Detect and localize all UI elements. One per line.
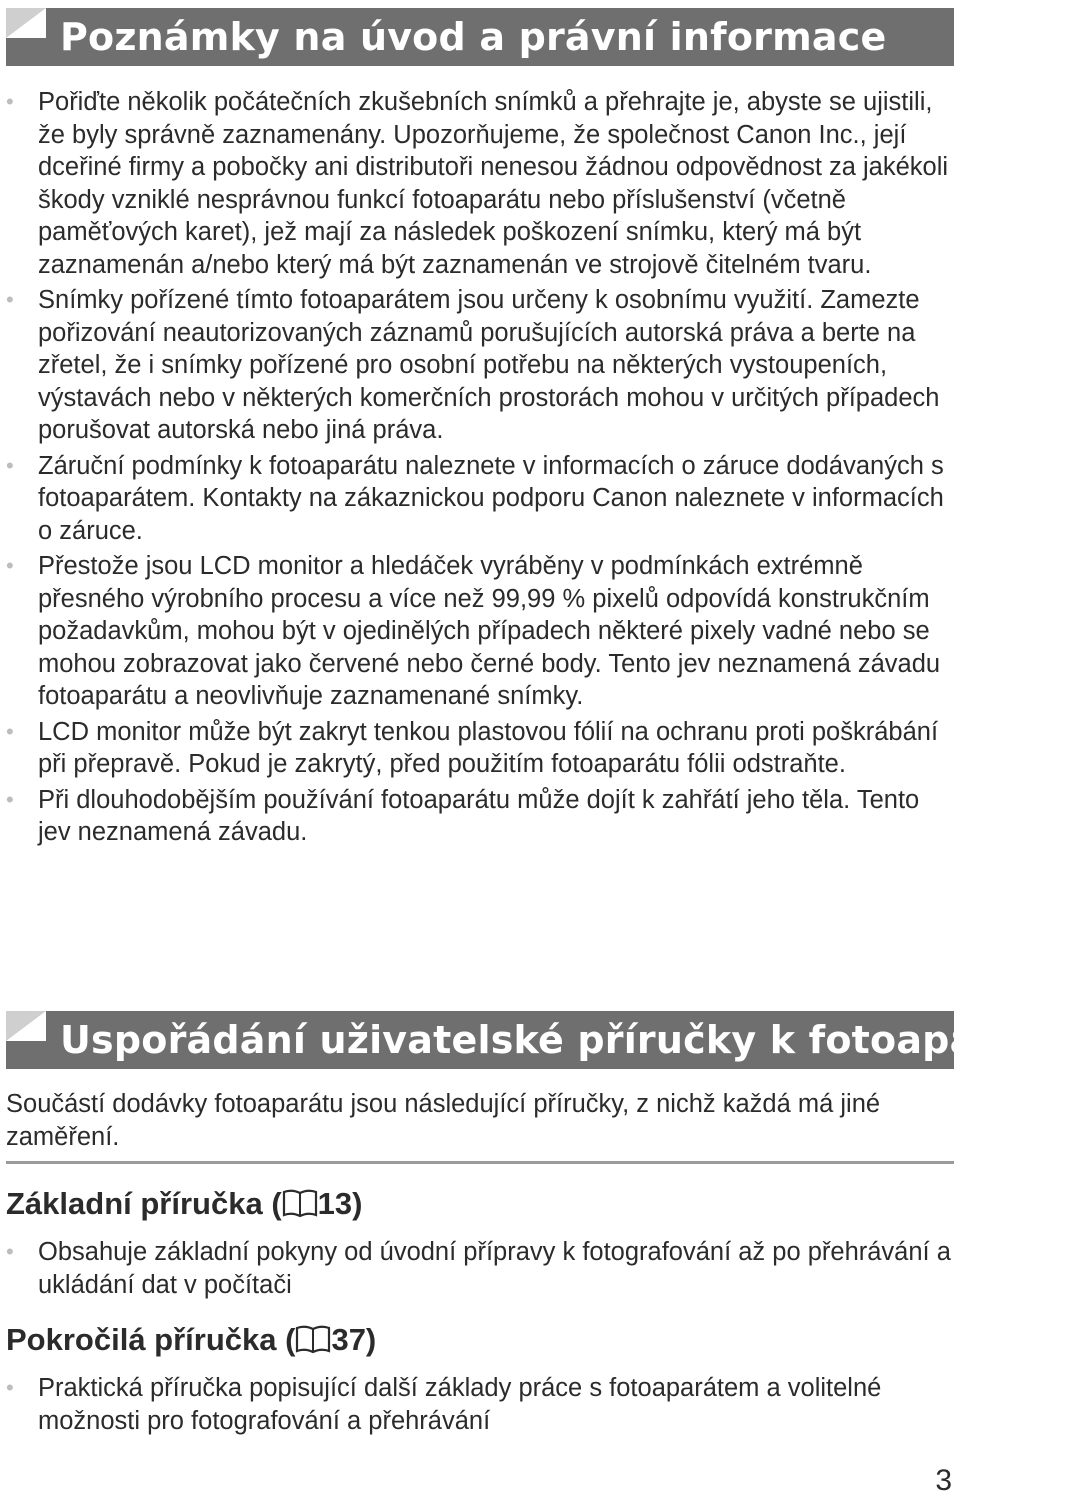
header-corner-decoration <box>6 1011 46 1041</box>
page-number: 3 <box>935 1464 952 1497</box>
list-item: • Záruční podmínky k fotoaparátu naleznete v informacích o záruce dodávaných s fotoaparátem. Kontakty na zákaznickou podporu Canon naleznete v informacích o záruce. <box>6 450 954 548</box>
guide-description-list <box>6 1236 954 1304</box>
section-intro: Součástí dodávky fotoaparátu jsou následující příručky, z nichž každá má jiné zaměření. <box>6 1090 881 1151</box>
guide-heading-advanced <box>6 1322 376 1358</box>
book-icon <box>295 1324 331 1354</box>
guide-name: Základní příručka ( <box>6 1186 282 1221</box>
guide-heading-basic <box>6 1186 362 1222</box>
list-item: • Přestože jsou LCD monitor a hledáček vyráběny v podmínkách extrémně přesného výrobního procesu a více než 99,99 % pixelů odpovídá konstrukčním požadavkům, mohou být v ojedinělých případech některé pixely vadné nebo se mohou zobrazovat jako červené nebo černé body. Tento jev neznamená závadu fotoaparátu a neovlivňuje zaznamenané snímky. <box>6 550 954 713</box>
guide-description-list <box>6 1372 954 1440</box>
section-title: Uspořádání uživatelské příručky k fotoaparátu <box>60 1018 1066 1062</box>
legal-notes-list <box>6 86 954 852</box>
guide-name: Pokročilá příručka ( <box>6 1322 296 1357</box>
book-icon <box>282 1188 318 1218</box>
list-item: • Snímky pořízené tímto fotoaparátem jsou určeny k osobnímu využití. Zamezte pořizování neautorizovaných záznamů porušujících autorská práva a berte na zřetel, že i snímky pořízené pro osobní potřebu na některých vystoupeních, výstavách nebo v některých komerčních prostorách mohou v určitých případech porušovat autorská nebo jiná práva. <box>6 284 954 447</box>
header-corner-decoration <box>6 8 46 38</box>
list-item: • Praktická příručka popisující další základy práce s fotoaparátem a volitelné možnosti pro fotografování a přehrávání <box>6 1372 954 1437</box>
list-item: • LCD monitor může být zakryt tenkou plastovou fólií na ochranu proti poškrábání při přepravě. Pokud je zakrytý, před použitím fotoaparátu fólii odstraňte. <box>6 716 954 781</box>
list-item: • Při dlouhodobějším používání fotoaparátu může dojít k zahřátí jeho těla. Tento jev neznamená závadu. <box>6 784 954 849</box>
section-header-guides <box>6 1011 1066 1069</box>
divider <box>6 1161 954 1164</box>
guide-page-ref: 37) <box>331 1322 377 1357</box>
section-title: Poznámky na úvod a právní informace <box>60 15 887 59</box>
guide-page-ref: 13) <box>317 1186 363 1221</box>
section-header-legal <box>6 8 954 66</box>
list-item: • Pořiďte několik počátečních zkušebních snímků a přehrajte je, abyste se ujistili, že byly správně zaznamenány. Upozorňujeme, že společnost Canon Inc., její dceřiné firmy a pobočky ani distributoři nenesou žádnou odpovědnost za jakékoli škody vzniklé nesprávnou funkcí fotoaparátu nebo příslušenství (včetně paměťových karet), jež mají za následek poškození snímku, který má být zaznamenán a/nebo který má být zaznamenán ve strojově čitelném tvaru. <box>6 86 954 281</box>
list-item: • Obsahuje základní pokyny od úvodní přípravy k fotografování až po přehrávání a ukládání dat v počítači <box>6 1236 954 1301</box>
